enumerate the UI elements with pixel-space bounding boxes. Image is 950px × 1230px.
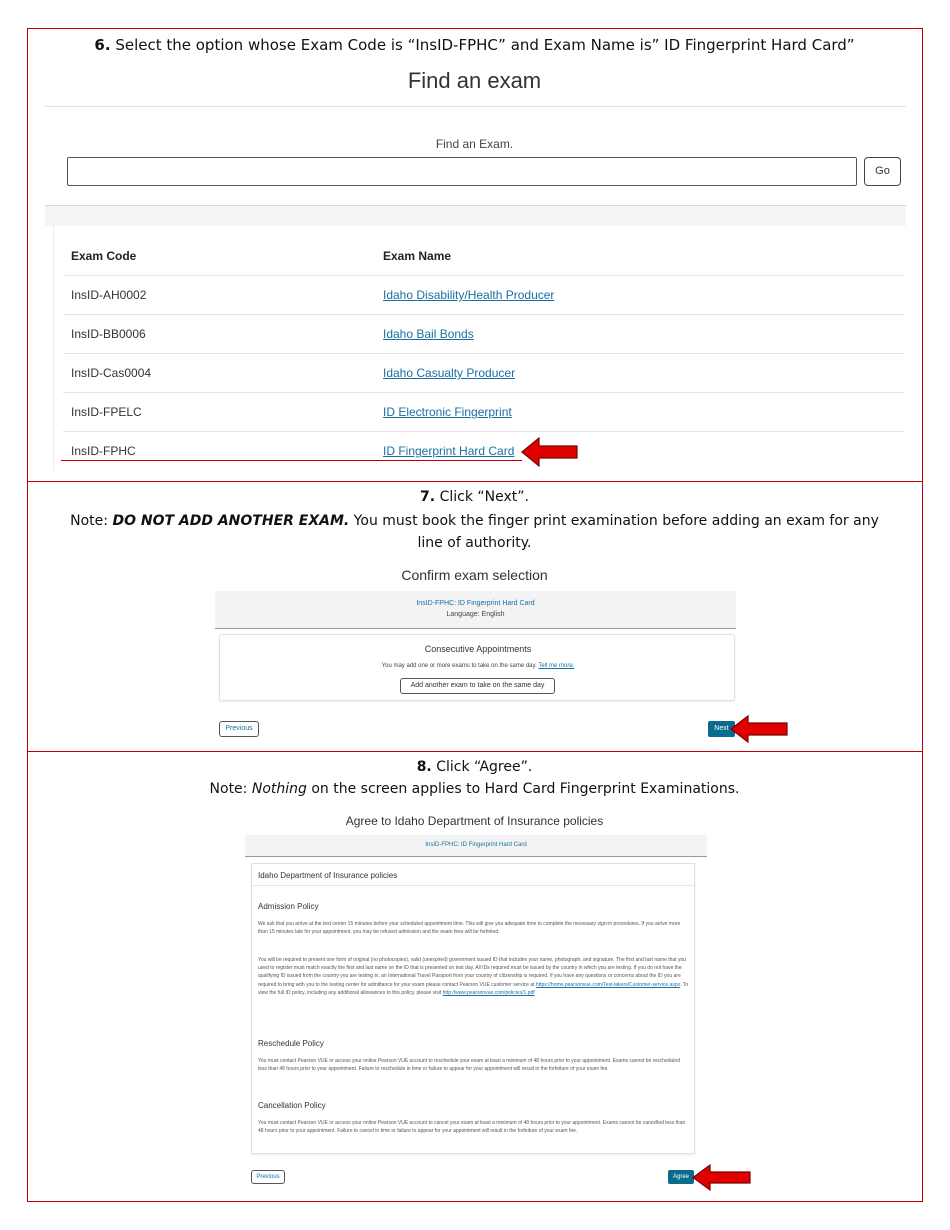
red-arrow-icon (521, 436, 579, 468)
agree-button[interactable]: Agree (668, 1170, 694, 1184)
step7-note (28, 510, 921, 554)
step6-instruction-text: Select the option whose Exam Code is “InsID-FPHC” and Exam Name is” ID Fingerprint Hard Card” (115, 36, 855, 54)
step7-note-line2: line of authority. (417, 535, 532, 551)
section-divider-8 (27, 751, 922, 752)
reschedule-text: You must contact Pearson VUE or access your online Pearson VUE account to reschedule your exam at least a minimum of 48 hours prior to your appointment. Exams cannot be rescheduled less than 48 hours prior to your appointment. Failure to reschedule in time or failure to appear for your appointment will result in the forfeiture of your exam fee. (258, 1058, 680, 1073)
step7-note-line1: You must book the finger print examination before adding an exam for any (349, 513, 879, 529)
selected-exam-box (215, 591, 736, 629)
admission-text-2-tail: . To view the full ID policy, including any additional allowances to this policy, please visit (258, 981, 689, 996)
exam-name-link[interactable]: Idaho Disability/Health Producer (383, 288, 555, 302)
step8-number: 8. (416, 759, 432, 775)
admission-text-1: We ask that you arrive at the test center 15 minutes before your scheduled appointment time. This will give you adequate time to complete the necessary sign-in procedures. If you arrive more than 15 minutes late for your appointment, you may be refused admission and the exam fees will be forfeited. (258, 921, 681, 936)
step7-instruction (28, 489, 921, 505)
admission-text-2: You will be required to present one form of original (no photocopies), valid (unexpired) government issued ID that includes your name, photograph, and signature. The first and last name that you used to register must match exactly the first and last name on the ID that is presented on test day. All IDs required must be issued by the country in which you are testing. If you do not have the qualifying ID issued from the country you are testing in, an International Travel Passport from your country of citizenship is required. If you have any questions or concerns about the ID you are required to bring with you to the testing center for admittance for your exam please contact Pearson VUE customer service at (258, 957, 687, 988)
add-another-exam-button[interactable]: Add another exam to take on the same day (400, 678, 555, 694)
title-divider (45, 106, 906, 107)
consecutive-appointments-card (219, 634, 735, 701)
policies-title: Idaho Department of Insurance policies (258, 871, 398, 880)
find-exam-label: Find an Exam. (435, 137, 514, 151)
admission-text-2-block (258, 956, 690, 997)
exam-name-link[interactable]: Idaho Casualty Producer (383, 366, 516, 380)
go-button[interactable]: Go (864, 157, 901, 186)
exam-code: InsID-AH0002 (71, 288, 147, 302)
exam-code: InsID-BB0006 (71, 327, 146, 341)
step8-note-prefix: Note: (209, 781, 252, 797)
step8-note (28, 781, 921, 797)
previous-button[interactable]: Previous (219, 721, 259, 737)
policy-exam: InsID-FPHC: ID Fingerprint Hard Card (425, 842, 527, 848)
agree-title: Agree to Idaho Department of Insurance policies (345, 814, 604, 828)
table-row (63, 275, 904, 314)
confirm-title: Confirm exam selection (401, 567, 548, 583)
exam-language: Language: English (446, 611, 505, 618)
tell-me-more-link[interactable]: Tell me more. (538, 663, 575, 669)
step7-number: 7. (420, 489, 436, 505)
customer-service-link[interactable]: https://home.pearsonvue.com/Test-takers/Customer-service.aspx (535, 981, 681, 988)
cancellation-heading: Cancellation Policy (258, 1101, 326, 1110)
red-arrow-icon (692, 1163, 752, 1192)
step6-instruction (28, 36, 921, 54)
table-row (63, 353, 904, 392)
step7-note-prefix: Note: (70, 513, 113, 529)
admission-heading: Admission Policy (258, 902, 319, 911)
section-divider-7 (27, 481, 922, 482)
next-button[interactable]: Next (708, 721, 735, 737)
exam-code: InsID-Cas0004 (71, 366, 152, 380)
page-title: Find an exam (407, 68, 542, 93)
exam-name-link[interactable]: ID Electronic Fingerprint (383, 405, 512, 419)
table-row (63, 392, 904, 431)
exam-code: InsID-FPHC (71, 444, 136, 458)
table-row (63, 314, 904, 353)
policy-exam-box (245, 835, 707, 857)
exam-name-link[interactable]: ID Fingerprint Hard Card (383, 444, 515, 458)
policies-card-header (252, 864, 694, 886)
search-input[interactable] (67, 157, 857, 186)
exam-name-link[interactable]: Idaho Bail Bonds (383, 327, 474, 341)
consecutive-title: Consecutive Appointments (424, 644, 532, 654)
red-underline (61, 460, 522, 461)
previous-button[interactable]: Previous (251, 1170, 285, 1184)
reschedule-heading: Reschedule Policy (258, 1039, 324, 1048)
policies-card[interactable] (251, 863, 695, 1154)
header-exam-name: Exam Name (383, 249, 452, 263)
header-exam-code: Exam Code (71, 249, 137, 263)
step8-instruction-text: Click “Agree”. (436, 759, 533, 775)
step8-instruction (28, 759, 921, 775)
red-arrow-icon (730, 714, 789, 744)
consecutive-text-line (220, 663, 736, 669)
exam-code: InsID-FPELC (71, 405, 142, 419)
step7-instruction-text: Click “Next”. (439, 489, 529, 505)
consecutive-text: You may add one or more exams to take on the same day. (381, 663, 537, 669)
selected-exam: InsID-FPHC: ID Fingerprint Hard Card (416, 600, 535, 607)
step7-note-emphasis: DO NOT ADD ANOTHER EXAM. (112, 513, 350, 529)
results-band (45, 206, 906, 226)
cancellation-text: You must contact Pearson VUE or access your online Pearson VUE account to cancel your exam at least a minimum of 48 hours prior to your appointment. Exams cannot be cancelled less than 48 hours prior to your appointment. Failure to cancel in time or failure to appear for your appointment will result in the forfeiture of your exam fee. (258, 1120, 686, 1135)
step8-note-rest: on the screen applies to Hard Card Fingerprint Examinations. (306, 781, 740, 797)
step8-note-emphasis: Nothing (251, 781, 307, 797)
id-policy-link[interactable]: http://www.pearsonvue.com/policies/1.pdf (442, 989, 535, 996)
step6-number: 6. (94, 36, 111, 54)
table-row (63, 431, 904, 470)
